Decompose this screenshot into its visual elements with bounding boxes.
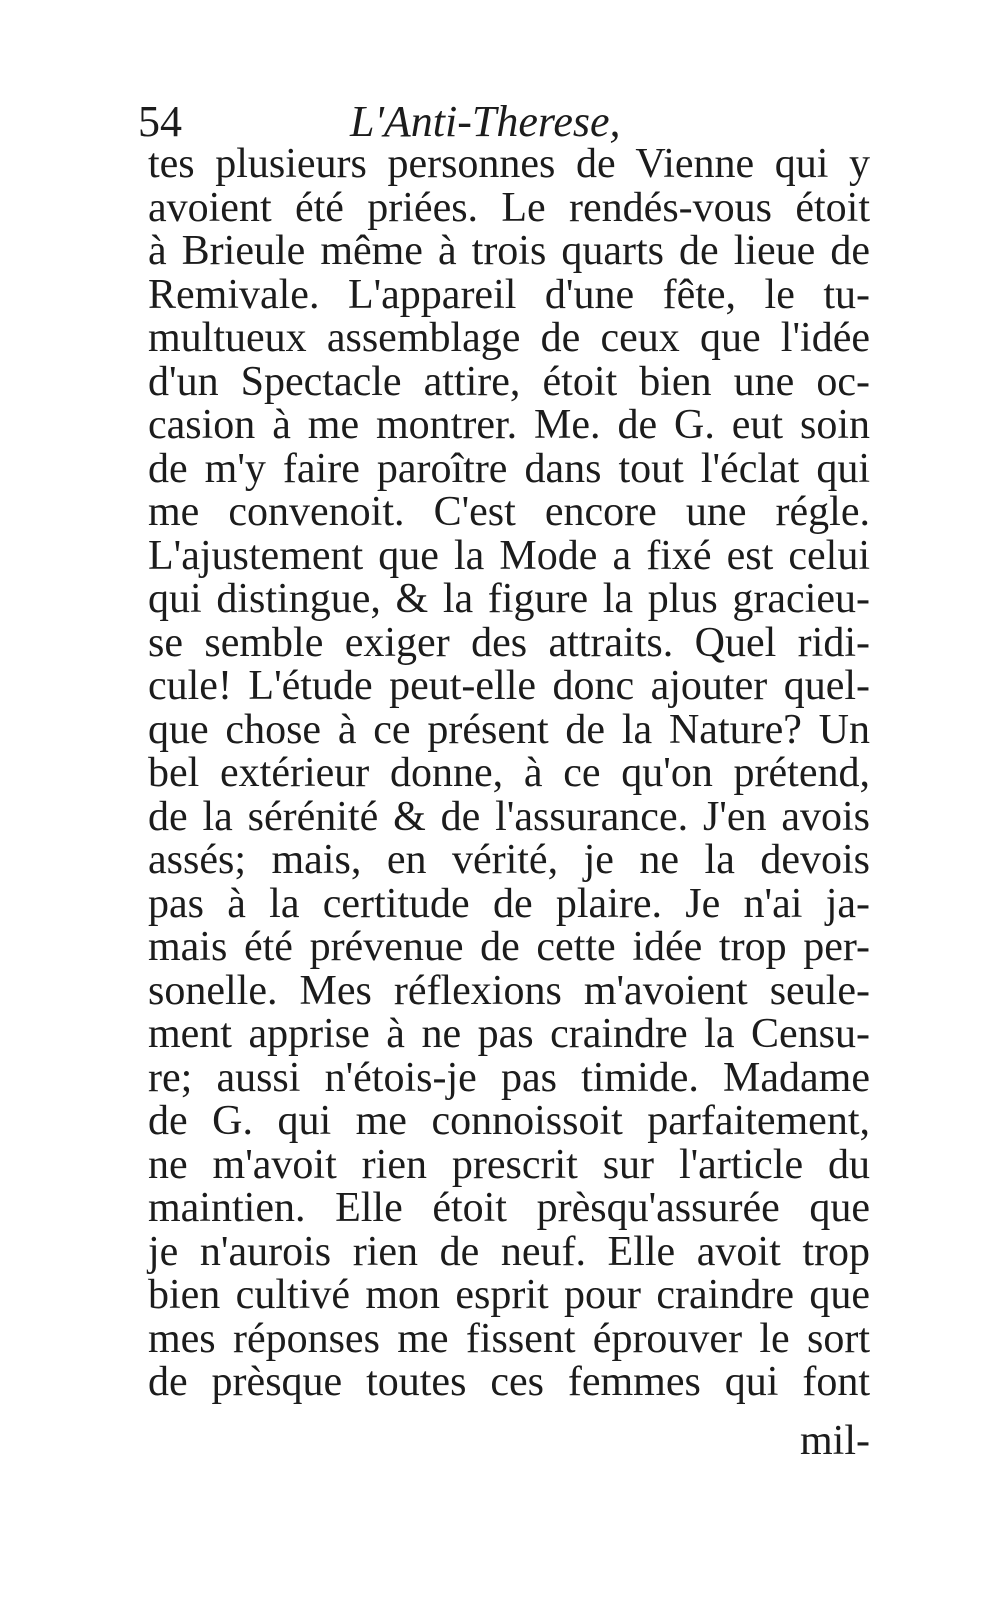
- text-line-21: ment apprise à ne pas craindre la Censu-: [148, 1011, 870, 1057]
- text-line-14: que chose à ce présent de la Nature? Un: [148, 706, 870, 753]
- text-line-20: sonelle. Mes réflexions m'avoient seule-: [148, 967, 870, 1014]
- text-line-11: qui distingue, & la figure la plus gracieu-: [148, 576, 870, 622]
- text-line-10: L'ajustement que la Mode a fixé est celui: [148, 532, 870, 579]
- text-line-25: maintien. Elle étoit prèsqu'assurée que: [148, 1185, 870, 1231]
- page-number: 54: [138, 97, 182, 146]
- text-line-27: bien cultivé mon esprit pour craindre que: [148, 1272, 870, 1318]
- text-line-26: je n'aurois rien de neuf. Elle avoit trop: [148, 1228, 870, 1275]
- body-text: [148, 143, 870, 1405]
- text-line-15: bel extérieur donne, à ce qu'on prétend,: [148, 750, 870, 796]
- text-line-4: Remivale. L'appareil d'une fête, le tu-: [148, 271, 870, 318]
- text-line-28: mes réponses me fissent éprouver le sort: [148, 1315, 870, 1362]
- text-line-13: cule! L'étude peut-elle donc ajouter quel-: [148, 663, 870, 709]
- text-line-7: casion à me montrer. Me. de G. eut soin: [148, 402, 870, 448]
- text-line-3: à Brieule même à trois quarts de lieue de: [148, 228, 870, 274]
- text-line-2: avoient été priées. Le rendés-vous étoit: [148, 184, 870, 231]
- text-line-29: de prèsque toutes ces femmes qui font: [148, 1359, 870, 1405]
- text-line-5: multueux assemblage de ceux que l'idée: [148, 315, 870, 361]
- text-line-17: assés; mais, en vérité, je ne la devois: [148, 837, 870, 883]
- text-line-8: de m'y faire paroître dans tout l'éclat qui: [148, 445, 870, 492]
- running-title: L'Anti-Therese,: [350, 97, 621, 146]
- text-line-22: re; aussi n'étois-je pas timide. Madame: [148, 1054, 870, 1101]
- text-line-1: tes plusieurs personnes de Vienne qui y: [148, 141, 870, 187]
- text-line-23: de G. qui me connoissoit parfaitement,: [148, 1098, 870, 1144]
- catchword: mil-: [800, 1418, 870, 1464]
- text-line-18: pas à la certitude de plaire. Je n'ai ja-: [148, 880, 870, 927]
- text-line-6: d'un Spectacle attire, étoit bien une oc-: [148, 358, 870, 405]
- text-line-16: de la sérénité & de l'assurance. J'en avois: [148, 793, 870, 840]
- text-line-24: ne m'avoit rien prescrit sur l'article du: [148, 1141, 870, 1188]
- text-line-19: mais été prévenue de cette idée trop per-: [148, 924, 870, 970]
- text-line-12: se semble exiger des attraits. Quel ridi-: [148, 619, 870, 666]
- text-line-9: me convenoit. C'est encore une régle.: [148, 489, 870, 535]
